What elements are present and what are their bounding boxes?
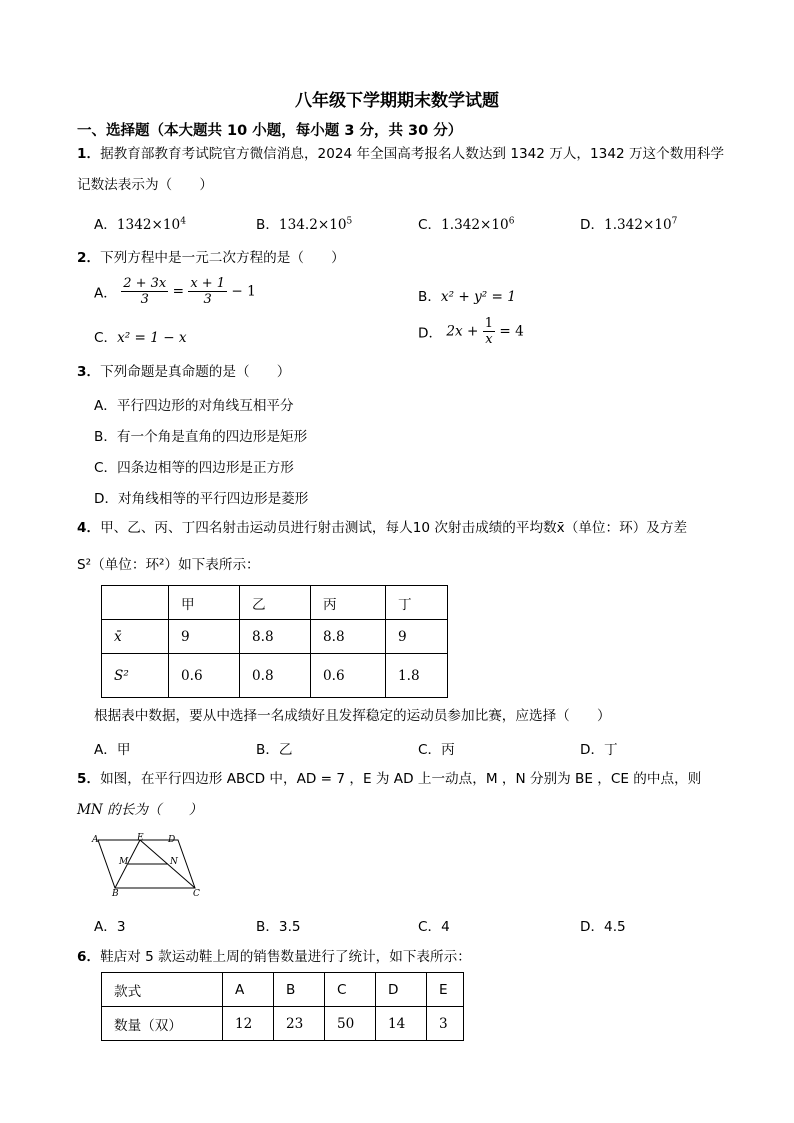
question-text: 甲、乙、丙、丁四名射击运动员进行射击测试，每人10 次射击成绩的平均数x̄（单位：环）及方差 [100,520,688,536]
table-cell: 0.8 [240,654,311,698]
q2-option-b[interactable] [418,285,516,305]
q4-option-b[interactable]: B．乙 [256,742,293,758]
option-exponent: 6 [508,216,515,227]
q1-option-d[interactable] [580,213,677,233]
option-label: D． [418,325,443,342]
question-1-line2: 记数法表示为（ ） [77,177,213,193]
label-c: C [193,889,200,899]
q5-option-c[interactable]: C．4 [418,919,450,935]
q3-option-a[interactable]: A．平行四边形的对角线互相平分 [94,398,294,414]
table-cell: S² [102,654,169,698]
section-heading: 一、选择题（本大题共 10 小题，每小题 3 分，共 30 分） [77,123,463,139]
table-cell [102,586,169,620]
denominator: x [485,332,493,347]
question-number: 4． [77,520,101,536]
q1-option-b[interactable] [256,213,352,233]
option-label: B． [256,217,279,233]
question-text: 下列方程中是一元二次方程的是（ ） [100,250,345,266]
table-cell: 14 [376,1007,427,1041]
question-4 [77,518,687,538]
label-n: N [170,857,178,867]
table-header-row [102,973,464,1007]
question-text: 如图，在平行四边形 ABCD 中，AD = 7 ，E 为 AD 上一动点，M ，N 分别为 BE ，CE 的中点，则 [100,771,702,787]
option-label: D． [580,217,605,233]
option-exponent: 4 [180,216,186,227]
table-cell: 0.6 [169,654,240,698]
q4-option-c[interactable]: C．丙 [418,742,455,758]
table-cell: 数量（双） [102,1007,223,1041]
parallelogram-figure [88,830,208,900]
question-5-line2: MN 的长为（ ） [77,802,203,818]
denominator: 3 [203,292,212,307]
question-5 [77,769,701,789]
label-m: M [119,857,129,867]
option-value: 1.342×10 [604,217,672,233]
question-1 [77,144,724,164]
table-cell: C [325,973,376,1007]
table-cell: D [376,973,427,1007]
score-table [101,585,448,698]
option-value: x² = 1 − x [117,330,187,346]
expression-post: = 4 [499,323,524,340]
option-value: 134.2×10 [278,217,347,233]
denominator: 3 [140,292,149,307]
q1-option-c[interactable] [418,213,514,233]
fraction [188,276,227,307]
numerator: 2 + 3x [123,276,167,291]
table-cell: 9 [386,620,448,654]
question-text: 鞋店对 5 款运动鞋上周的销售数量进行了统计，如下表所示： [100,949,471,965]
question-number: 6． [77,949,101,965]
q1-option-a[interactable] [94,213,186,233]
label-e: E [137,833,144,843]
table-cell: 12 [223,1007,274,1041]
q3-option-b[interactable]: B．有一个角是直角的四边形是矩形 [94,429,308,445]
table-cell: x̄ [102,620,169,654]
question-4-prompt: 根据表中数据，要从中选择一名成绩好且发挥稳定的运动员参加比赛，应选择（ ） [94,708,611,724]
q5-option-a[interactable]: A．3 [94,919,126,935]
q3-option-d[interactable]: D．对角线相等的平行四边形是菱形 [94,491,309,507]
table-cell: 8.8 [240,620,311,654]
fraction [121,276,168,307]
q2-option-a[interactable] [94,276,256,307]
label-d: D [168,835,176,845]
option-label: C． [418,217,442,233]
question-text: 据教育部教育考试院官方微信消息，2024 年全国高考报名人数达到 1342 万人，1342 万这个数用科学 [100,146,725,162]
option-value: x² + y² = 1 [440,289,516,305]
q5-option-d[interactable]: D．4.5 [580,919,626,935]
question-number: 3． [77,364,101,380]
q4-option-d[interactable]: D．丁 [580,742,618,758]
q3-option-c[interactable]: C．四条边相等的四边形是正方形 [94,460,294,476]
table-row [102,620,448,654]
label-b: B [112,889,119,899]
expression-pre: 2x + [446,323,479,340]
question-text: 下列命题是真命题的是（ ） [100,364,291,380]
option-value: 1342×10 [116,217,181,233]
table-header-row [102,586,448,620]
question-number: 5． [77,771,101,787]
table-cell: A [223,973,274,1007]
expression-tail: − 1 [231,283,256,300]
table-cell: 款式 [102,973,223,1007]
q4-option-a[interactable]: A．甲 [94,742,131,758]
option-label: C． [94,330,118,346]
table-row [102,654,448,698]
question-number: 2． [77,250,101,266]
question-6 [77,947,471,967]
option-value: 1.342×10 [441,217,509,233]
question-number: 1． [77,146,101,162]
equals-sign: = [172,283,184,300]
table-cell: 3 [427,1007,464,1041]
option-exponent: 7 [671,216,678,227]
table-cell: 0.6 [311,654,386,698]
q2-option-c[interactable] [94,326,187,346]
table-cell: 丙 [311,586,386,620]
table-cell: B [274,973,325,1007]
numerator: x + 1 [190,276,226,291]
numerator: 1 [484,316,494,331]
fraction [483,316,495,347]
question-2 [77,248,345,268]
label-a: A [92,835,99,845]
q5-option-b[interactable]: B．3.5 [256,919,301,935]
table-cell: 乙 [240,586,311,620]
table-cell: 8.8 [311,620,386,654]
option-label: B． [418,289,441,305]
table-row [102,1007,464,1041]
table-cell: 50 [325,1007,376,1041]
question-4-line2: S²（单位：环²）如下表所示： [77,557,260,573]
page-title: 八年级下学期期末数学试题 [295,91,499,111]
question-3 [77,362,290,382]
table-cell: 9 [169,620,240,654]
table-cell: 23 [274,1007,325,1041]
table-cell: 甲 [169,586,240,620]
option-label: A． [94,285,117,302]
table-cell: 丁 [386,586,448,620]
option-label: A． [94,217,117,233]
q2-option-d[interactable] [418,316,524,347]
sales-table [101,972,464,1041]
table-cell: 1.8 [386,654,448,698]
option-exponent: 5 [346,216,353,227]
table-cell: E [427,973,464,1007]
